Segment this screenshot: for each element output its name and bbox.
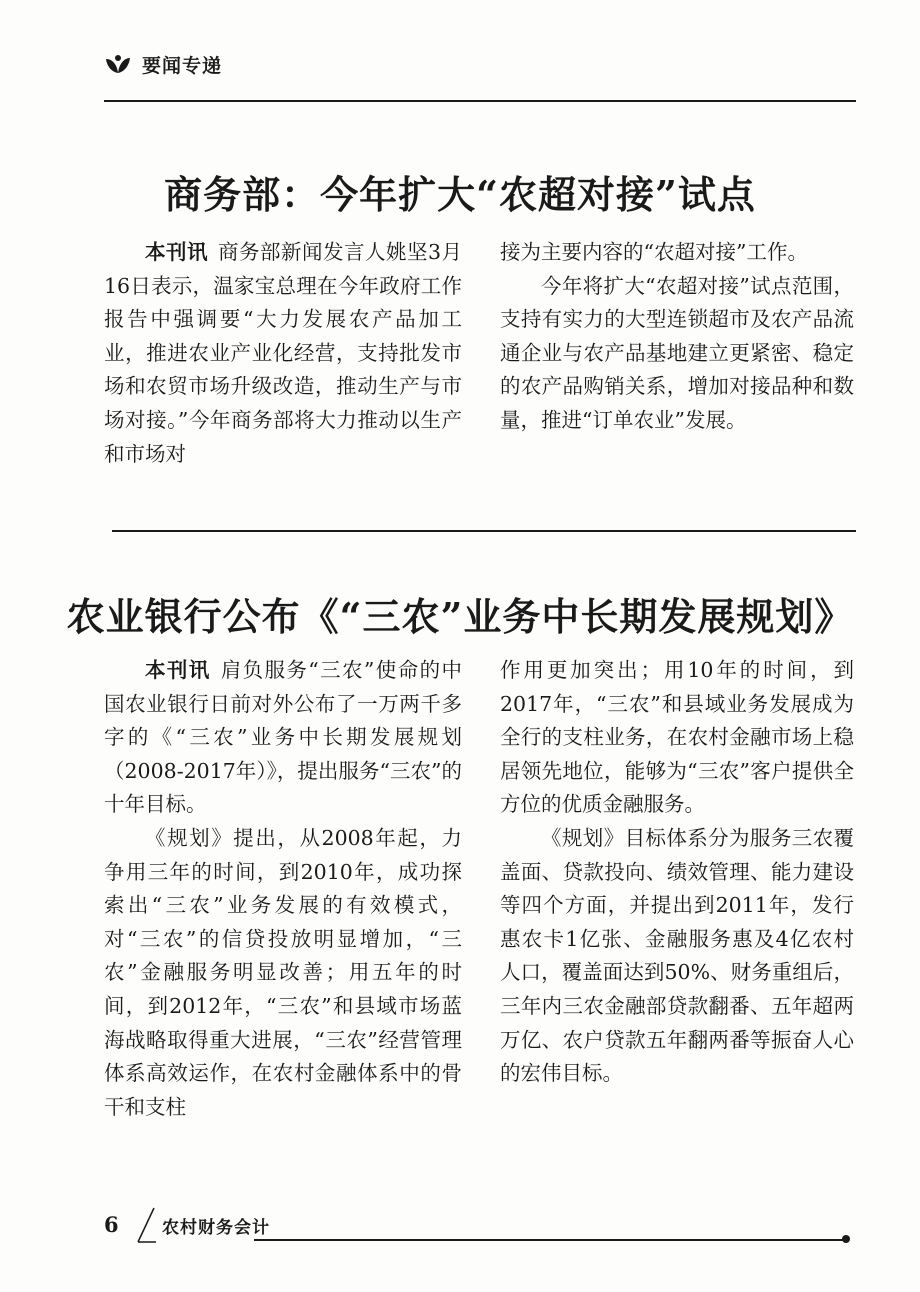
article1-byline: 本刊讯 xyxy=(145,240,208,264)
article2-paragraph-cont: 作用更加突出；用10年的时间，到2017年，“三农”和县域业务发展成为全行的支柱业务，在农村金融市场上稳居领先地位，能够为“三农”客户提供全方位的优质金融服务。 xyxy=(500,658,854,817)
leaf-logo-icon xyxy=(104,53,132,75)
journal-name: 农村财务会计 xyxy=(162,1218,270,1238)
article1-col-right xyxy=(500,236,854,438)
slash-divider xyxy=(134,1206,156,1244)
article2-col-right xyxy=(500,654,854,1091)
article1-col-left xyxy=(104,236,462,471)
article1-paragraph-cont: 接为主要内容的“农超对接”工作。 xyxy=(500,240,808,264)
page-footer xyxy=(104,1204,856,1244)
section-label: 要闻专递 xyxy=(142,54,223,77)
article2-byline: 本刊讯 xyxy=(145,658,211,682)
article2-col-left xyxy=(104,654,462,1124)
article2-paragraph-2: 《规划》提出，从2008年起，力争用三年的时间，到2010年，成功探索出“三农”业务发展的有效模式，对“三农”的信贷投放明显增加，“三农”金融服务明显改善；用五年的时间，到2012年，“三农”和县域市场蓝海战略取得重大进展，“三农”经营管理体系高效运作，在农村金融体系中的骨干和支柱 xyxy=(104,825,462,1119)
section-divider xyxy=(112,530,856,532)
article1-paragraph xyxy=(104,236,462,471)
article1-text: 商务部新闻发言人姚坚3月16日表示，温家宝总理在今年政府工作报告中强调要“大力发展农产品加工业，推进农业产业化经营，支持批发市场和农贸市场升级改造，推动生产与市场对接。”今年商务部将大力推动以生产和市场对 xyxy=(104,240,463,466)
footer-dot xyxy=(842,1235,850,1243)
article2-text: 肩负服务“三农”使命的中国农业银行日前对外公布了一万两千多字的《“三农”业务中长期发展规划（2008-2017年）》，提出服务“三农”的十年目标。 xyxy=(104,658,462,817)
footer-rule xyxy=(254,1239,846,1241)
article2-paragraph-1 xyxy=(104,654,462,822)
article2-title: 农业银行公布《“三农”业务中长期发展规划》 xyxy=(66,594,854,639)
article1-title: 商务部：今年扩大“农超对接”试点 xyxy=(164,172,756,217)
page-number: 6 xyxy=(104,1212,119,1237)
article2-paragraph-3: 《规划》目标体系分为服务三农覆盖面、贷款投向、绩效管理、能力建设等四个方面，并提出到2011年，发行惠农卡1亿张、金融服务惠及4亿农村人口，覆盖面达到50%、财务重组后，三年内三农金融部贷款翻番、五年超两万亿、农户贷款五年翻两番等振奋人心的宏伟目标。 xyxy=(500,825,854,1086)
section-header xyxy=(104,46,222,82)
article1-paragraph-2: 今年将扩大“农超对接”试点范围，支持有实力的大型连锁超市及农产品流通企业与农产品基地建立更紧密、稳定的农产品购销关系，增加对接品种和数量，推进“订单农业”发展。 xyxy=(500,273,854,432)
header-rule xyxy=(104,100,856,102)
